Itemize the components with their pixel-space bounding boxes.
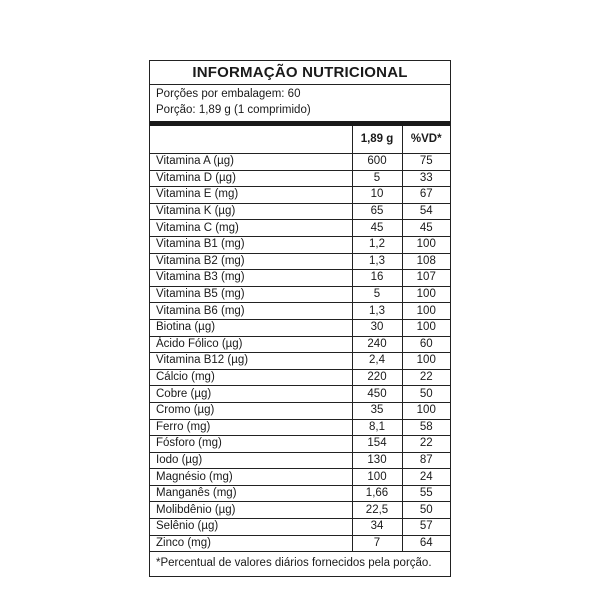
nutrient-daily-value: 100: [402, 402, 450, 419]
table-row: [150, 253, 450, 270]
nutrient-name: Cobre (µg): [150, 386, 352, 403]
nutrient-amount: 65: [352, 203, 402, 220]
header-daily-value: %VD*: [402, 126, 450, 154]
nutrient-daily-value: 100: [402, 303, 450, 320]
nutrient-amount: 22,5: [352, 502, 402, 519]
nutrient-daily-value: 87: [402, 452, 450, 469]
table-row: [150, 286, 450, 303]
nutrition-facts-label: [149, 60, 451, 577]
serving-info: [150, 85, 450, 118]
label-title: INFORMAÇÃO NUTRICIONAL: [150, 61, 450, 85]
nutrient-name: Vitamina D (µg): [150, 170, 352, 187]
nutrient-daily-value: 100: [402, 286, 450, 303]
nutrient-name: Cálcio (mg): [150, 369, 352, 386]
nutrient-daily-value: 107: [402, 270, 450, 287]
nutrient-amount: 130: [352, 452, 402, 469]
nutrient-name: Cromo (µg): [150, 402, 352, 419]
nutrient-name: Iodo (µg): [150, 452, 352, 469]
nutrient-name: Vitamina C (mg): [150, 220, 352, 237]
nutrient-amount: 5: [352, 286, 402, 303]
nutrient-amount: 8,1: [352, 419, 402, 436]
table-row: [150, 336, 450, 353]
nutrient-amount: 240: [352, 336, 402, 353]
nutrient-daily-value: 33: [402, 170, 450, 187]
nutrient-daily-value: 50: [402, 386, 450, 403]
nutrient-amount: 220: [352, 369, 402, 386]
nutrient-amount: 1,2: [352, 236, 402, 253]
header-nutrient: [150, 126, 352, 154]
nutrient-name: Selênio (µg): [150, 519, 352, 536]
table-row: [150, 170, 450, 187]
nutrient-name: Biotina (µg): [150, 319, 352, 336]
nutrient-daily-value: 22: [402, 369, 450, 386]
table-row: [150, 187, 450, 204]
table-row: [150, 386, 450, 403]
nutrient-daily-value: 64: [402, 535, 450, 552]
table-row: [150, 220, 450, 237]
nutrient-daily-value: 60: [402, 336, 450, 353]
nutrient-name: Vitamina K (µg): [150, 203, 352, 220]
nutrient-name: Vitamina B5 (mg): [150, 286, 352, 303]
table-row: [150, 436, 450, 453]
nutrient-daily-value: 45: [402, 220, 450, 237]
table-row: [150, 535, 450, 552]
nutrient-amount: 10: [352, 187, 402, 204]
nutrient-amount: 35: [352, 402, 402, 419]
servings-per-package: Porções por embalagem: 60: [156, 88, 301, 100]
table-row: [150, 419, 450, 436]
table-row: [150, 270, 450, 287]
table-header-row: [150, 126, 450, 154]
nutrient-amount: 2,4: [352, 353, 402, 370]
nutrient-amount: 100: [352, 469, 402, 486]
header-amount: 1,89 g: [352, 126, 402, 154]
nutrient-name: Molibdênio (µg): [150, 502, 352, 519]
nutrient-amount: 1,3: [352, 253, 402, 270]
table-row: [150, 402, 450, 419]
nutrient-name: Ácido Fólico (µg): [150, 336, 352, 353]
nutrient-daily-value: 100: [402, 236, 450, 253]
table-row: [150, 369, 450, 386]
footnote: *Percentual de valores diários fornecidos pela porção.: [156, 557, 432, 570]
nutrient-amount: 1,66: [352, 485, 402, 502]
nutrient-daily-value: 100: [402, 319, 450, 336]
nutrient-daily-value: 57: [402, 519, 450, 536]
nutrient-name: Zinco (mg): [150, 535, 352, 552]
nutrient-table: [150, 126, 450, 552]
nutrient-name: Manganês (mg): [150, 485, 352, 502]
nutrient-amount: 45: [352, 220, 402, 237]
table-row: [150, 502, 450, 519]
nutrient-daily-value: 75: [402, 154, 450, 171]
table-row: [150, 303, 450, 320]
nutrient-amount: 450: [352, 386, 402, 403]
nutrient-name: Vitamina B2 (mg): [150, 253, 352, 270]
nutrient-daily-value: 54: [402, 203, 450, 220]
table-row: [150, 469, 450, 486]
table-row: [150, 236, 450, 253]
nutrient-name: Ferro (mg): [150, 419, 352, 436]
nutrient-amount: 34: [352, 519, 402, 536]
nutrient-amount: 16: [352, 270, 402, 287]
nutrient-name: Vitamina A (µg): [150, 154, 352, 171]
nutrient-daily-value: 55: [402, 485, 450, 502]
nutrient-daily-value: 22: [402, 436, 450, 453]
nutrient-daily-value: 58: [402, 419, 450, 436]
table-row: [150, 154, 450, 171]
nutrient-daily-value: 100: [402, 353, 450, 370]
nutrient-daily-value: 67: [402, 187, 450, 204]
table-row: [150, 485, 450, 502]
nutrient-amount: 30: [352, 319, 402, 336]
nutrient-name: Vitamina B1 (mg): [150, 236, 352, 253]
nutrient-name: Vitamina E (mg): [150, 187, 352, 204]
nutrient-amount: 7: [352, 535, 402, 552]
nutrient-amount: 5: [352, 170, 402, 187]
nutrient-daily-value: 24: [402, 469, 450, 486]
table-row: [150, 203, 450, 220]
nutrient-name: Vitamina B6 (mg): [150, 303, 352, 320]
nutrient-amount: 1,3: [352, 303, 402, 320]
nutrient-name: Vitamina B12 (µg): [150, 353, 352, 370]
table-row: [150, 519, 450, 536]
table-row: [150, 319, 450, 336]
serving-size: Porção: 1,89 g (1 comprimido): [156, 104, 311, 116]
nutrient-amount: 600: [352, 154, 402, 171]
nutrient-amount: 154: [352, 436, 402, 453]
nutrient-daily-value: 108: [402, 253, 450, 270]
nutrient-name: Vitamina B3 (mg): [150, 270, 352, 287]
nutrient-name: Magnésio (mg): [150, 469, 352, 486]
table-row: [150, 452, 450, 469]
nutrient-name: Fósforo (mg): [150, 436, 352, 453]
table-row: [150, 353, 450, 370]
nutrient-daily-value: 50: [402, 502, 450, 519]
